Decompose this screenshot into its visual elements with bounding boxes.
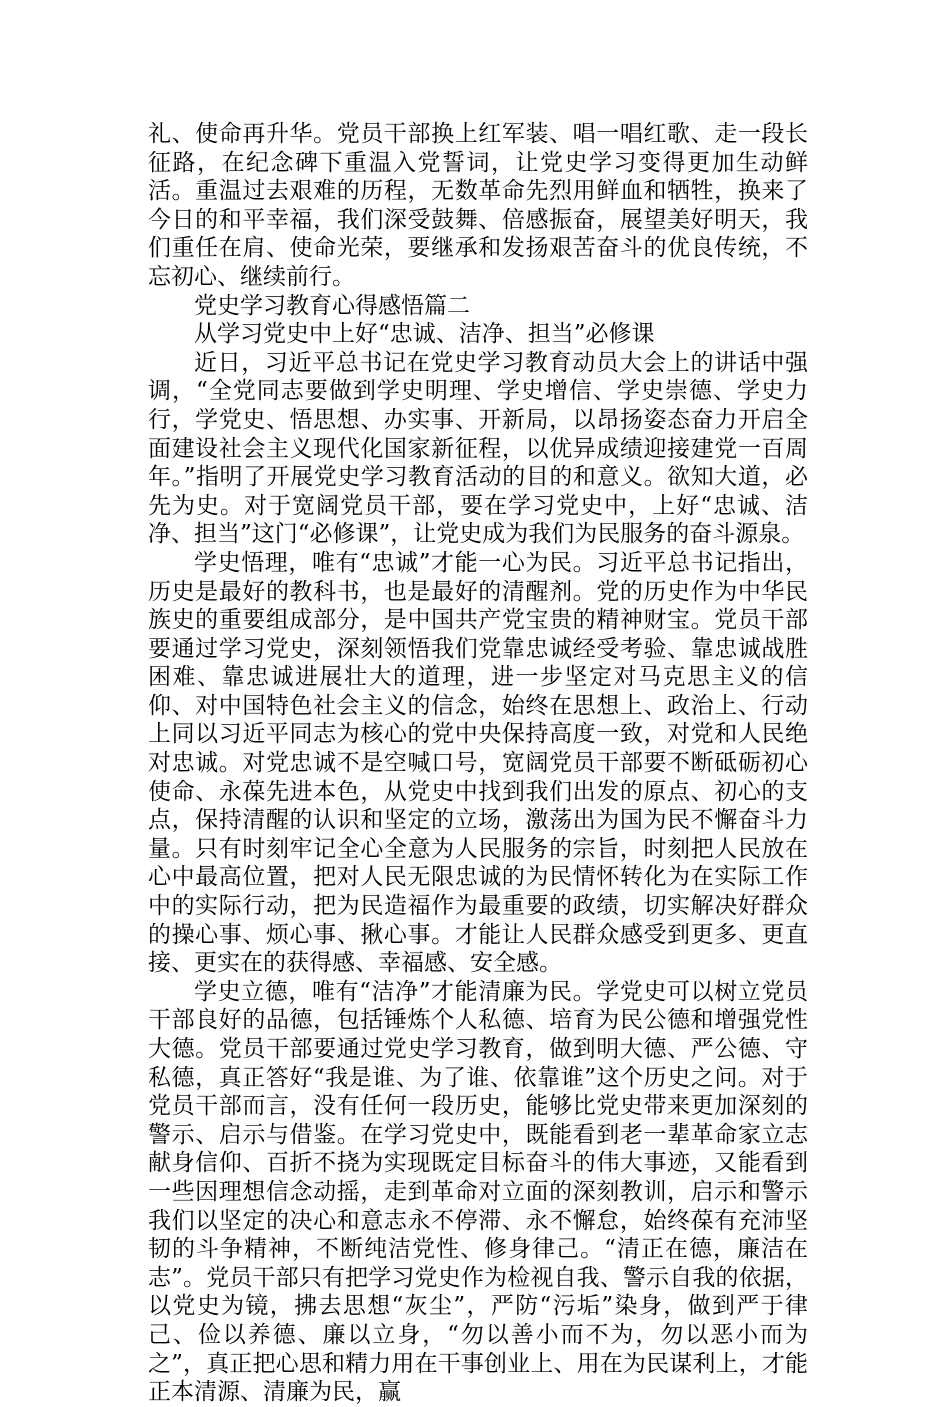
paragraph-loyalty: 学史悟理，唯有“忠诚”才能一心为民。习近平总书记指出，历史是最好的教科书，也是最好的清醒剂。党的历史作为中华民族史的重要组成部分，是中国共产党宝贵的精神财宝。党员干部要通过学习党史，深刻领悟我们党靠忠诚经受考验、靠忠诚战胜困难、靠忠诚进展壮大的道理，进一步坚定对马克思主义的信仰、对中国特色社会主义的信念，始终在思想上、政治上、行动上同以习近平同志为核心的党中央保持高度一致，对党和人民绝对忠诚。对党忠诚不是空喊口号，宽阔党员干部要不断砥砺初心使命、永葆先进本色，从党史中找到我们出发的原点、初心的支点，保持清醒的认识和坚定的立场，激荡出为国为民不懈奋斗力量。只有时刻牢记全心全意为人民服务的宗旨，时刻把人民放在心中最高位置，把对人民无限忠诚的为民情怀转化为在实际工作中的实际行动，把为民造福作为最重要的政绩，切实解决好群众的操心事、烦心事、揪心事。才能让人民群众感受到更多、更直接、更实在的获得感、幸福感、安全感。 bbox=[148, 549, 808, 977]
section-heading: 党史学习教育心得感悟篇二 bbox=[194, 292, 470, 319]
document-body bbox=[148, 120, 808, 1407]
paragraph-integrity: 学史立德，唯有“洁净”才能清廉为民。学党史可以树立党员干部良好的品德，包括锤炼个人私德、培育为民公德和增强党性大德。党员干部要通过党史学习教育，做到明大德、严公德、守私德，真正答好“我是谁、为了谁、依靠谁”这个历史之问。对于党员干部而言，没有任何一段历史，能够比党史带来更加深刻的警示、启示与借鉴。在学习党史中，既能看到老一辈革命家立志献身信仰、百折不挠为实现既定目标奋斗的伟大事迹，又能看到一些因理想信念动摇，走到革命对立面的深刻教训，启示和警示我们以坚定的决心和意志永不停滞、永不懈怠，始终葆有充沛坚韧的斗争精神，不断纯洁党性、修身律己。“清正在德，廉洁在志”。党员干部只有把学习党史作为检视自我、警示自我的依据，以党史为镜，拂去思想“灰尘”，严防“污垢”染身，做到严于律己、俭以养德、廉以立身，“勿以善小而不为，勿以恶小而为之”，真正把心思和精力用在干事创业上、用在为民谋利上，才能正本清源、清廉为民，赢 bbox=[148, 978, 808, 1406]
paragraph-intro: 近日，习近平总书记在党史学习教育动员大会上的讲话中强调，“全党同志要做到学史明理、学史增信、学史崇德、学史力行，学党史、悟思想、办实事、开新局，以昂扬姿态奋力开启全面建设社会主义现代化国家新征程，以优异成绩迎接建党一百周年。”指明了开展党史学习教育活动的目的和意义。欲知大道，必先为史。对于宽阔党员干部，要在学习党史中，上好“忠诚、洁净、担当”这门“必修课”，让党史成为我们为民服务的奋斗源泉。 bbox=[148, 349, 808, 548]
article-title: 从学习党史中上好“忠诚、洁净、担当”必修课 bbox=[194, 321, 655, 348]
paragraph-continued: 礼、使命再升华。党员干部换上红军装、唱一唱红歌、走一段长征路，在纪念碑下重温入党誓词，让党史学习变得更加生动鲜活。重温过去艰难的历程，无数革命先烈用鲜血和牺牲，换来了今日的和平幸福，我们深受鼓舞、倍感振奋，展望美好明天，我们重任在肩、使命光荣，要继承和发扬艰苦奋斗的优良传统，不忘初心、继续前行。 bbox=[148, 121, 808, 290]
